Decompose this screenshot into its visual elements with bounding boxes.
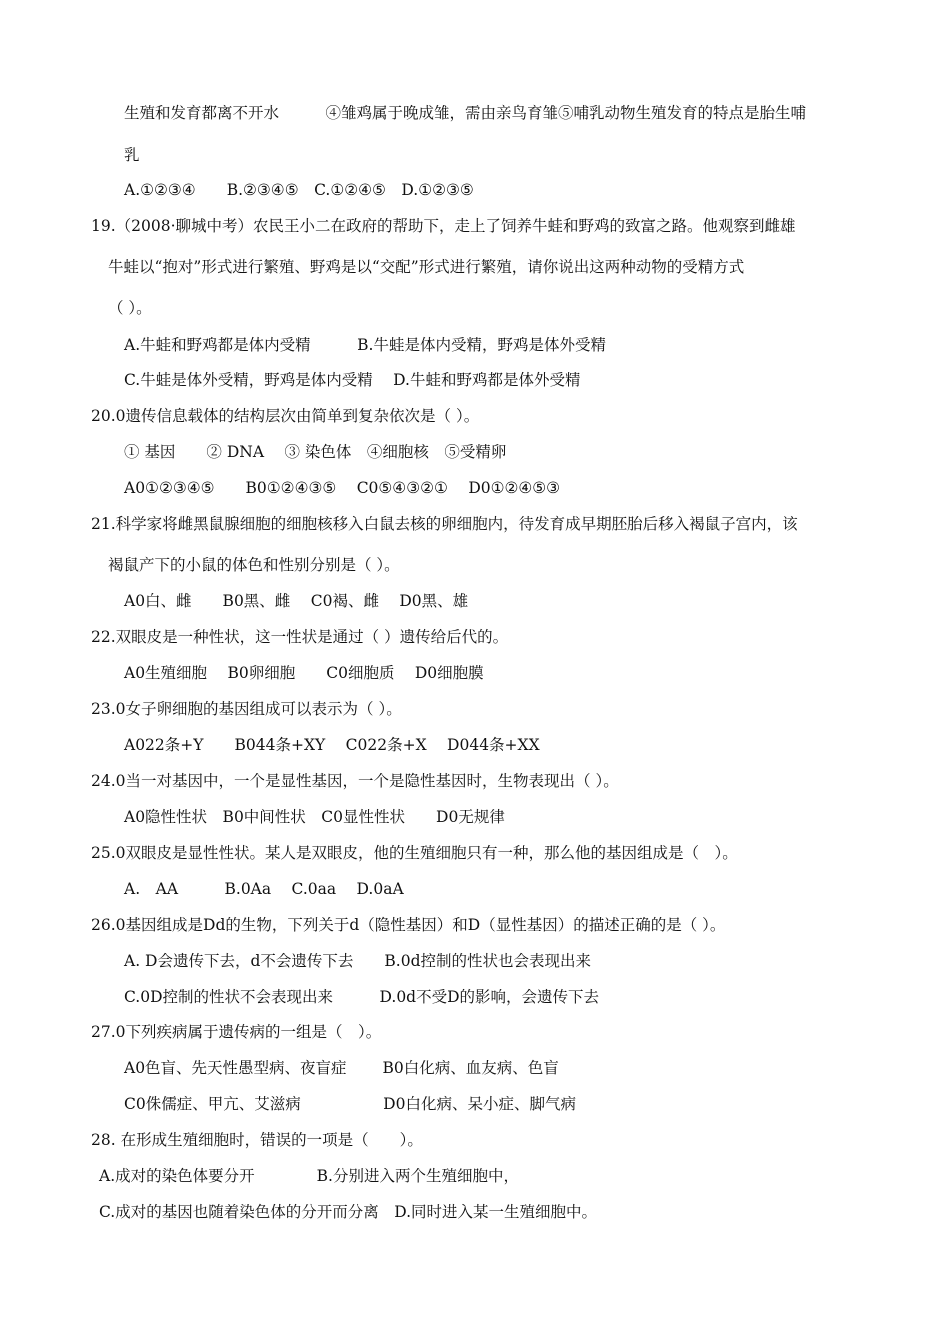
q20-items: ① 基因 ② DNA ③ 染色体 ④细胞核 ⑤受精卵 bbox=[124, 443, 507, 461]
q18-options: A.①②③④ B.②③④⑤ C.①②④⑤ D.①②③⑤ bbox=[124, 181, 474, 199]
q28-options-row1: A.成对的染色体要分开 B.分别进入两个生殖细胞中， bbox=[99, 1167, 519, 1185]
q24-options: A0隐性性状 B0中间性状 C0显性性状 D0无规律 bbox=[124, 808, 505, 826]
q23-text: 23.0女子卵细胞的基因组成可以表示为（ ）。 bbox=[91, 700, 402, 718]
q19-options-row1: A.牛蛙和野鸡都是体内受精 B.牛蛙是体内受精，野鸡是体外受精 bbox=[124, 336, 606, 354]
q20-text: 20.0遗传信息载体的结构层次由简单到复杂依次是（ ）。 bbox=[91, 407, 480, 425]
q26-options-row2: C.0D控制的性状不会表现出来 D.0d不受D的影响，会遗传下去 bbox=[124, 988, 600, 1006]
q25-options: A. AA B.0Aa C.0aa D.0aA bbox=[124, 880, 404, 898]
q28-options-row2: C.成对的基因也随着染色体的分开而分离 D.同时进入某一生殖细胞中。 bbox=[99, 1203, 598, 1221]
q26-options-row1: A. D会遗传下去，d不会遗传下去 B.0d控制的性状也会表现出来 bbox=[124, 952, 591, 970]
q27-options-row1: A0色盲、先天性愚型病、夜盲症 B0白化病、血友病、色盲 bbox=[124, 1059, 559, 1077]
q19-options-row2: C.牛蛙是体外受精，野鸡是体内受精 D.牛蛙和野鸡都是体外受精 bbox=[124, 371, 581, 389]
q27-text: 27.0下列疾病属于遗传病的一组是（ ）。 bbox=[91, 1023, 382, 1041]
q19-text-cont-2: （ ）。 bbox=[108, 299, 152, 317]
q19-text-cont: 牛蛙以“抱对”形式进行繁殖、野鸡是以“交配”形式进行繁殖，请你说出这两种动物的受精方式 bbox=[108, 258, 745, 276]
q21-options: A0白、雌 B0黑、雌 C0褐、雌 D0黑、雄 bbox=[124, 592, 469, 610]
q18-text-cont: 生殖和发育都离不开水 ④雏鸡属于晚成雏，需由亲鸟育雏⑤哺乳动物生殖发育的特点是胎生哺 bbox=[124, 104, 807, 122]
q22-options: A0生殖细胞 B0卵细胞 C0细胞质 D0细胞膜 bbox=[124, 664, 484, 682]
q21-text-cont: 褐鼠产下的小鼠的体色和性别分别是（ ）。 bbox=[108, 556, 400, 574]
q18-text-cont-2: 乳 bbox=[124, 146, 140, 164]
q28-text: 28. 在形成生殖细胞时，错误的一项是（ ）。 bbox=[91, 1131, 423, 1149]
q23-options: A022条+Y B044条+XY C022条+X D044条+XX bbox=[124, 736, 540, 754]
q26-text: 26.0基因组成是Dd的生物，下列关于d（隐性基因）和D（显性基因）的描述正确的是（ ）。 bbox=[91, 916, 726, 934]
q24-text: 24.0当一对基因中，一个是显性基因，一个是隐性基因时，生物表现出（ ）。 bbox=[91, 772, 619, 790]
q21-text: 21.科学家将雌黑鼠腺细胞的细胞核移入白鼠去核的卵细胞内，待发育成早期胚胎后移入褐鼠子宫内，该 bbox=[91, 515, 798, 533]
q25-text: 25.0双眼皮是显性性状。某人是双眼皮，他的生殖细胞只有一种，那么他的基因组成是（ ）。 bbox=[91, 844, 738, 862]
q22-text: 22.双眼皮是一种性状，这一性状是通过（ ）遗传给后代的。 bbox=[91, 628, 509, 646]
q19-text: 19.（2008·聊城中考）农民王小二在政府的帮助下，走上了饲养牛蛙和野鸡的致富之路。他观察到雌雄 bbox=[91, 217, 796, 235]
q20-options: A0①②③④⑤ B0①②④③⑤ C0⑤④③②① D0①②④⑤③ bbox=[124, 479, 561, 497]
q27-options-row2: C0侏儒症、甲亢、艾滋病 D0白化病、呆小症、脚气病 bbox=[124, 1095, 576, 1113]
